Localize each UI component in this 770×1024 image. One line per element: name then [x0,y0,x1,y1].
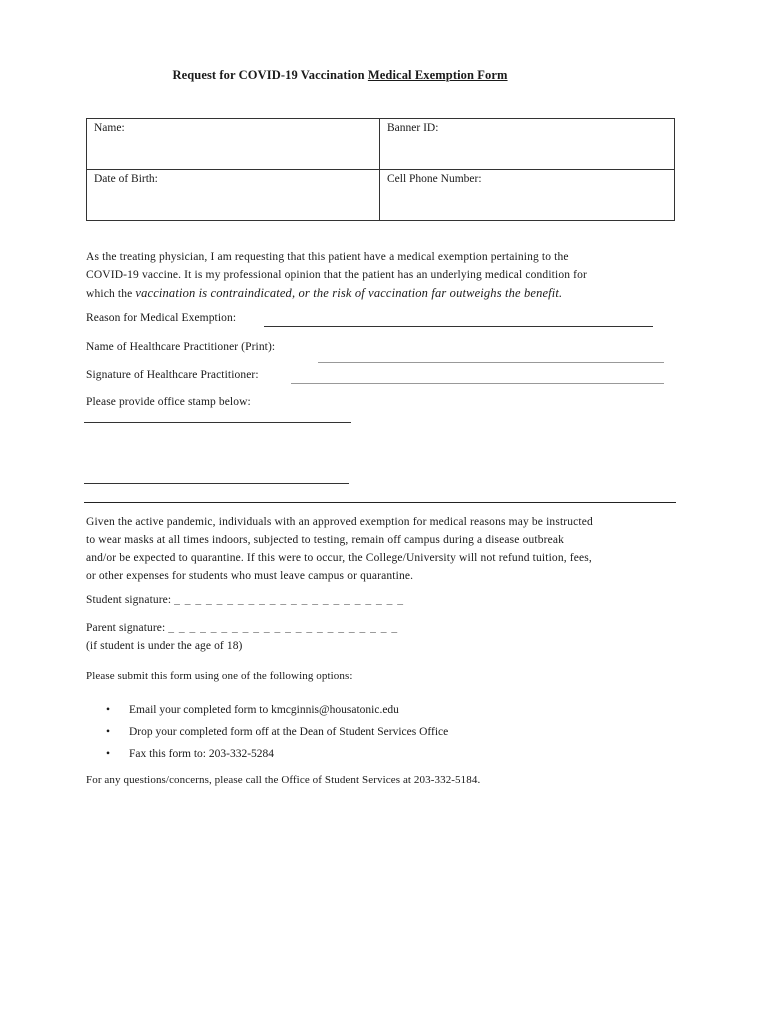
banner-id-label: Banner ID: [387,122,439,134]
submit-option-text: Fax this form to: 203-332-5284 [129,748,275,760]
practitioner-signature-line[interactable] [291,383,664,384]
notice-line-3: and/or be expected to quarantine. If this were to occur, the College/University will not refund tuition, fees, [86,552,592,564]
bullet-icon: • [106,726,111,738]
parent-note: (if student is under the age of 18) [86,640,243,652]
submit-intro: Please submit this form using one of the following options: [86,670,353,682]
bullet-icon: • [106,704,111,716]
physician-line-1: As the treating physician, I am requesting that this patient have a medical exemption pertaining to the [86,251,569,263]
banner-id-cell[interactable] [380,119,675,170]
practitioner-name-line[interactable] [318,362,664,363]
section-divider [84,502,676,503]
submit-option-text: Drop your completed form off at the Dean of Student Services Office [129,726,449,738]
bullet-icon: • [106,748,111,760]
practitioner-signature-label: Signature of Healthcare Practitioner: [86,369,259,381]
title-underlined: Medical Exemption Form [367,68,508,82]
name-label: Name: [94,122,125,134]
notice-line-1: Given the active pandemic, individuals with an approved exemption for medical reasons may be instructed [86,516,593,528]
dob-label: Date of Birth: [94,173,158,185]
physician-line-3-start: which the [86,288,136,300]
physician-line-2: COVID-19 vaccine. It is my professional opinion that the patient has an underlying medical condition for [86,269,588,281]
title-prefix: Request for COVID-19 Vaccination [172,68,368,82]
notice-line-2: to wear masks at all times indoors, subjected to testing, remain off campus during a disease outbreak [86,534,565,546]
stamp-bottom-line [84,483,349,484]
parent-signature-row[interactable] [86,622,398,634]
stamp-label: Please provide office stamp below: [86,396,251,408]
cell-phone-label: Cell Phone Number: [387,173,482,185]
parent-signature-dashes: _ _ _ _ _ _ _ _ _ _ _ _ _ _ _ _ _ _ _ _ _ _ [168,622,399,634]
name-cell[interactable] [87,119,380,170]
submit-option-text: Email your completed form to kmcginnis@housatonic.edu [129,704,399,716]
pandemic-notice [86,513,593,585]
cell-phone-cell[interactable] [380,170,675,221]
student-signature-label: Student signature: [86,594,172,606]
reason-line[interactable] [264,326,653,327]
student-signature-row[interactable] [86,594,404,606]
reason-label: Reason for Medical Exemption: [86,312,237,324]
dob-cell[interactable] [87,170,380,221]
physician-line-3-italic: vaccination is contraindicated, or the risk of vaccination far outweighs the benefit. [135,286,563,300]
stamp-top-line [84,422,351,423]
physician-line-3 [86,284,587,303]
questions-contact: For any questions/concerns, please call the Office of Student Services at 203-332-5184. [86,774,481,786]
notice-line-4: or other expenses for students who must leave campus or quarantine. [86,570,414,582]
student-signature-dashes: _ _ _ _ _ _ _ _ _ _ _ _ _ _ _ _ _ _ _ _ _ _ [174,594,405,606]
physician-statement [86,248,587,303]
practitioner-name-label: Name of Healthcare Practitioner (Print): [86,341,276,353]
patient-info-table [86,118,675,221]
parent-signature-label: Parent signature: [86,622,166,634]
form-title [0,68,680,83]
